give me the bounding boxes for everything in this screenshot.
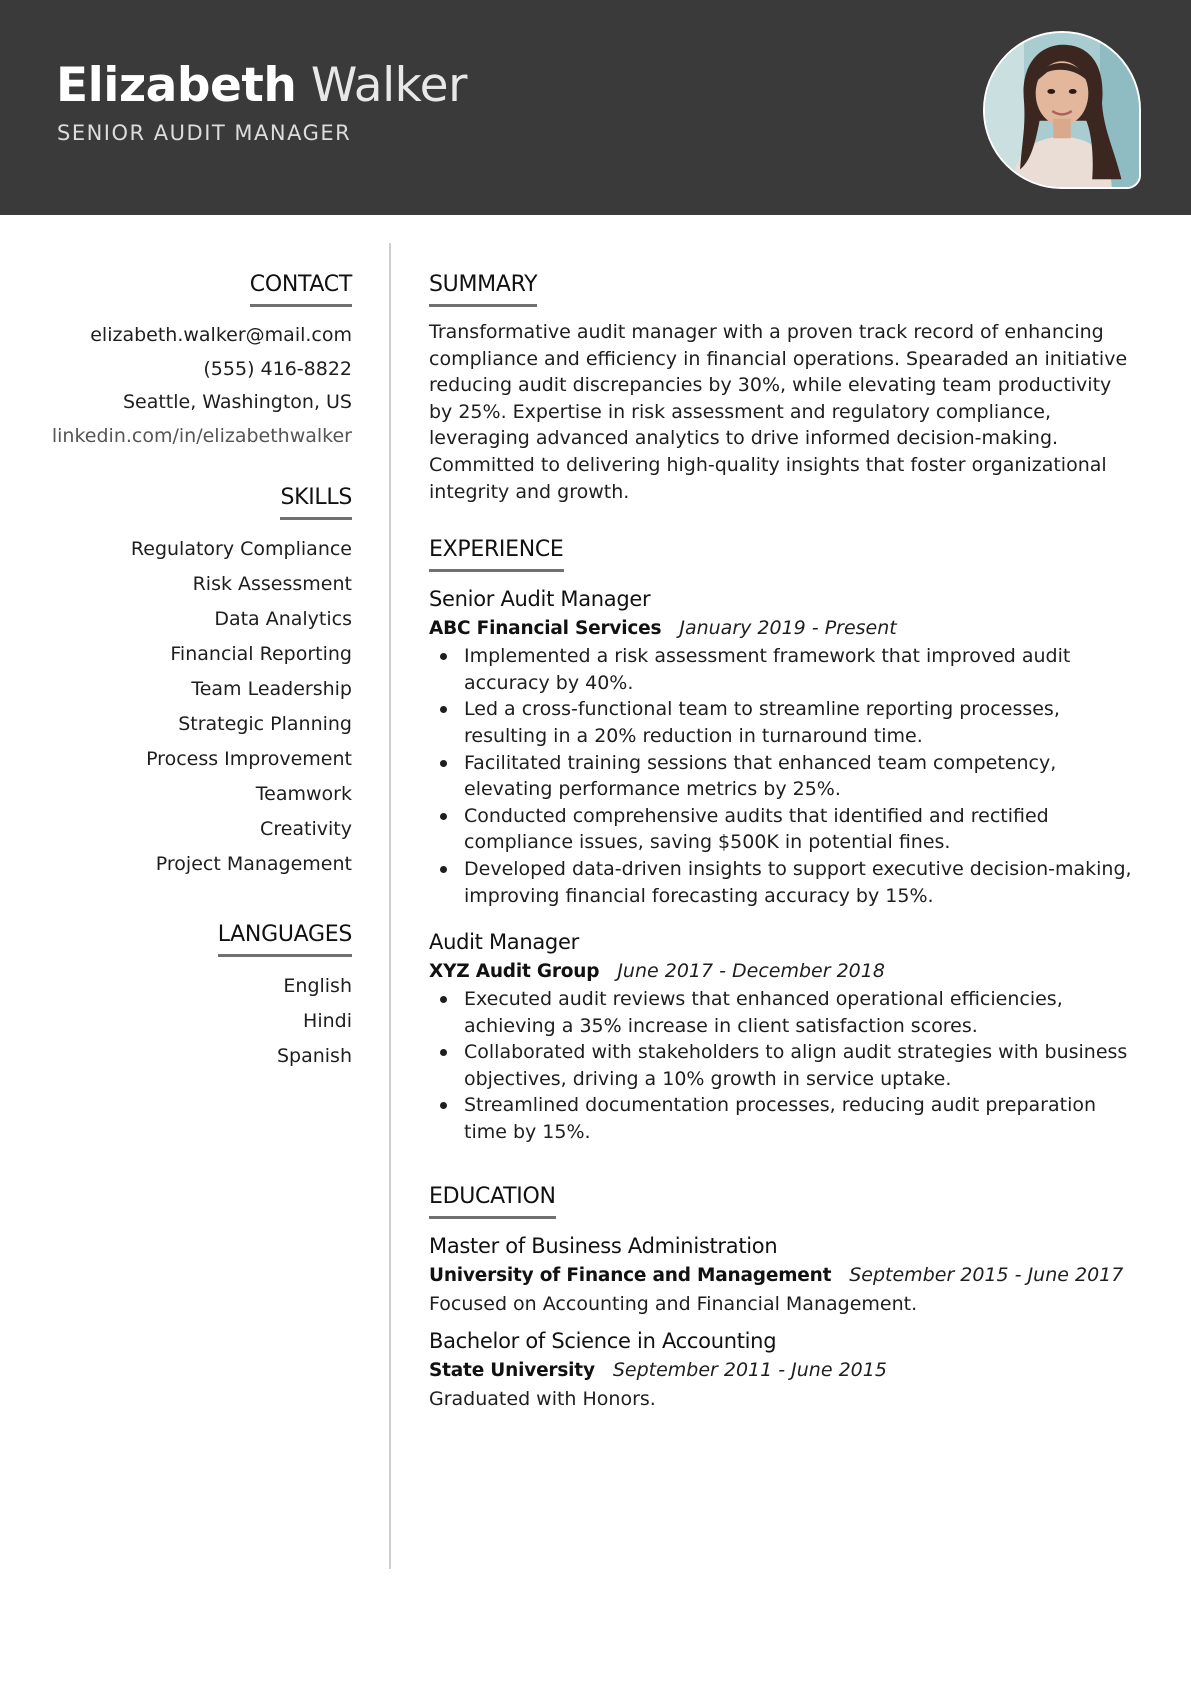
- job-bullet: Conducted comprehensive audits that identified and rectified compliance issues, saving $500K in potential fines.: [429, 803, 1139, 856]
- job-bullet: Developed data-driven insights to support executive decision-making, improving financial forecasting accuracy by 15%.: [429, 856, 1139, 909]
- job-company: ABC Financial Services: [429, 618, 662, 640]
- language-item: English: [283, 975, 352, 997]
- skill-item: Financial Reporting: [170, 643, 352, 665]
- contact-phone[interactable]: (555) 416-8822: [203, 357, 352, 380]
- degree-description: Graduated with Honors.: [429, 1387, 656, 1410]
- job-bullet: Streamlined documentation processes, reducing audit preparation time by 15%.: [429, 1092, 1139, 1145]
- degree-entry: [429, 1231, 1139, 1318]
- languages-heading: LANGUAGES: [218, 920, 352, 957]
- full-name: [56, 56, 467, 116]
- contact-heading: CONTACT: [250, 270, 352, 307]
- skills-section: [40, 483, 352, 882]
- contact-email[interactable]: elizabeth.walker@mail.com: [90, 324, 352, 346]
- experience-section: [429, 535, 1139, 1146]
- left-column: [40, 270, 352, 1104]
- job-company: XYZ Audit Group: [429, 961, 600, 983]
- job-meta: [429, 614, 1139, 643]
- degree-description: Focused on Accounting and Financial Management.: [429, 1292, 918, 1315]
- first-name: Elizabeth: [56, 58, 297, 113]
- job-bullet: Implemented a risk assessment framework that improved audit accuracy by 40%.: [429, 643, 1139, 696]
- education-section: [429, 1182, 1139, 1413]
- skill-item: Data Analytics: [214, 608, 352, 630]
- job-role: Senior Audit Manager: [429, 587, 651, 612]
- experience-heading: EXPERIENCE: [429, 535, 564, 572]
- degree-dates: September 2011 - June 2015: [612, 1358, 887, 1381]
- degree-title: Bachelor of Science in Accounting: [429, 1328, 777, 1353]
- summary-text: Transformative audit manager with a proven track record of enhancing compliance and efficiency in financial operations. Spearaded an initiative reducing audit discrepancies by 30%, while elevating team productivity by 25%. Expertise in risk assessment and regulatory compliance, leveraging advanced analytics to drive informed decision-making. Committed to delivering high-quality insights that foster organizational integrity and growth.: [429, 321, 1128, 503]
- skills-heading: SKILLS: [280, 483, 352, 520]
- job-entry: [429, 584, 1139, 909]
- column-divider: [389, 243, 391, 1569]
- degree-meta: [429, 1356, 1139, 1385]
- contact-section: [40, 270, 352, 453]
- degree-title: Master of Business Administration: [429, 1233, 778, 1258]
- skill-item: Project Management: [155, 853, 352, 875]
- job-bullet: Facilitated training sessions that enhanced team competency, elevating performance metrics by 25%.: [429, 750, 1139, 803]
- job-dates: January 2019 - Present: [679, 617, 897, 640]
- profile-photo-image: [985, 33, 1139, 187]
- profile-photo: [983, 31, 1141, 189]
- skill-item: Strategic Planning: [178, 713, 352, 735]
- skill-item: Risk Assessment: [192, 573, 352, 595]
- header-banner: [0, 0, 1191, 215]
- summary-heading: SUMMARY: [429, 270, 537, 307]
- job-title: SENIOR AUDIT MANAGER: [57, 121, 352, 145]
- contact-linkedin[interactable]: linkedin.com/in/elizabethwalker: [51, 424, 352, 447]
- degree-dates: September 2015 - June 2017: [849, 1263, 1124, 1286]
- skill-item: Teamwork: [255, 783, 352, 805]
- last-name: Walker: [310, 58, 467, 113]
- language-item: Spanish: [276, 1045, 352, 1067]
- language-item: Hindi: [303, 1010, 352, 1032]
- skill-item: Process Improvement: [146, 748, 352, 770]
- degree-entry: [429, 1326, 1139, 1413]
- job-bullets: [429, 986, 1139, 1146]
- right-column: [429, 270, 1139, 1421]
- skill-item: Creativity: [260, 818, 352, 840]
- contact-location: Seattle, Washington, US: [122, 391, 352, 413]
- education-heading: EDUCATION: [429, 1182, 556, 1219]
- job-meta: [429, 957, 1139, 986]
- summary-section: [429, 270, 1139, 505]
- job-bullet: Executed audit reviews that enhanced operational efficiencies, achieving a 35% increase in client satisfaction scores.: [429, 986, 1139, 1039]
- languages-section: [40, 920, 352, 1074]
- degree-meta: [429, 1261, 1139, 1290]
- job-role: Audit Manager: [429, 930, 579, 955]
- job-dates: June 2017 - December 2018: [617, 960, 885, 983]
- job-entry: [429, 927, 1139, 1146]
- degree-school: State University: [429, 1359, 595, 1381]
- job-bullets: [429, 643, 1139, 909]
- skill-item: Regulatory Compliance: [130, 538, 352, 560]
- degree-school: University of Finance and Management: [429, 1264, 832, 1286]
- job-bullet: Collaborated with stakeholders to align audit strategies with business objectives, driving a 10% growth in service uptake.: [429, 1039, 1139, 1092]
- job-bullet: Led a cross-functional team to streamline reporting processes, resulting in a 20% reduction in turnaround time.: [429, 696, 1139, 749]
- skill-item: Team Leadership: [191, 678, 352, 700]
